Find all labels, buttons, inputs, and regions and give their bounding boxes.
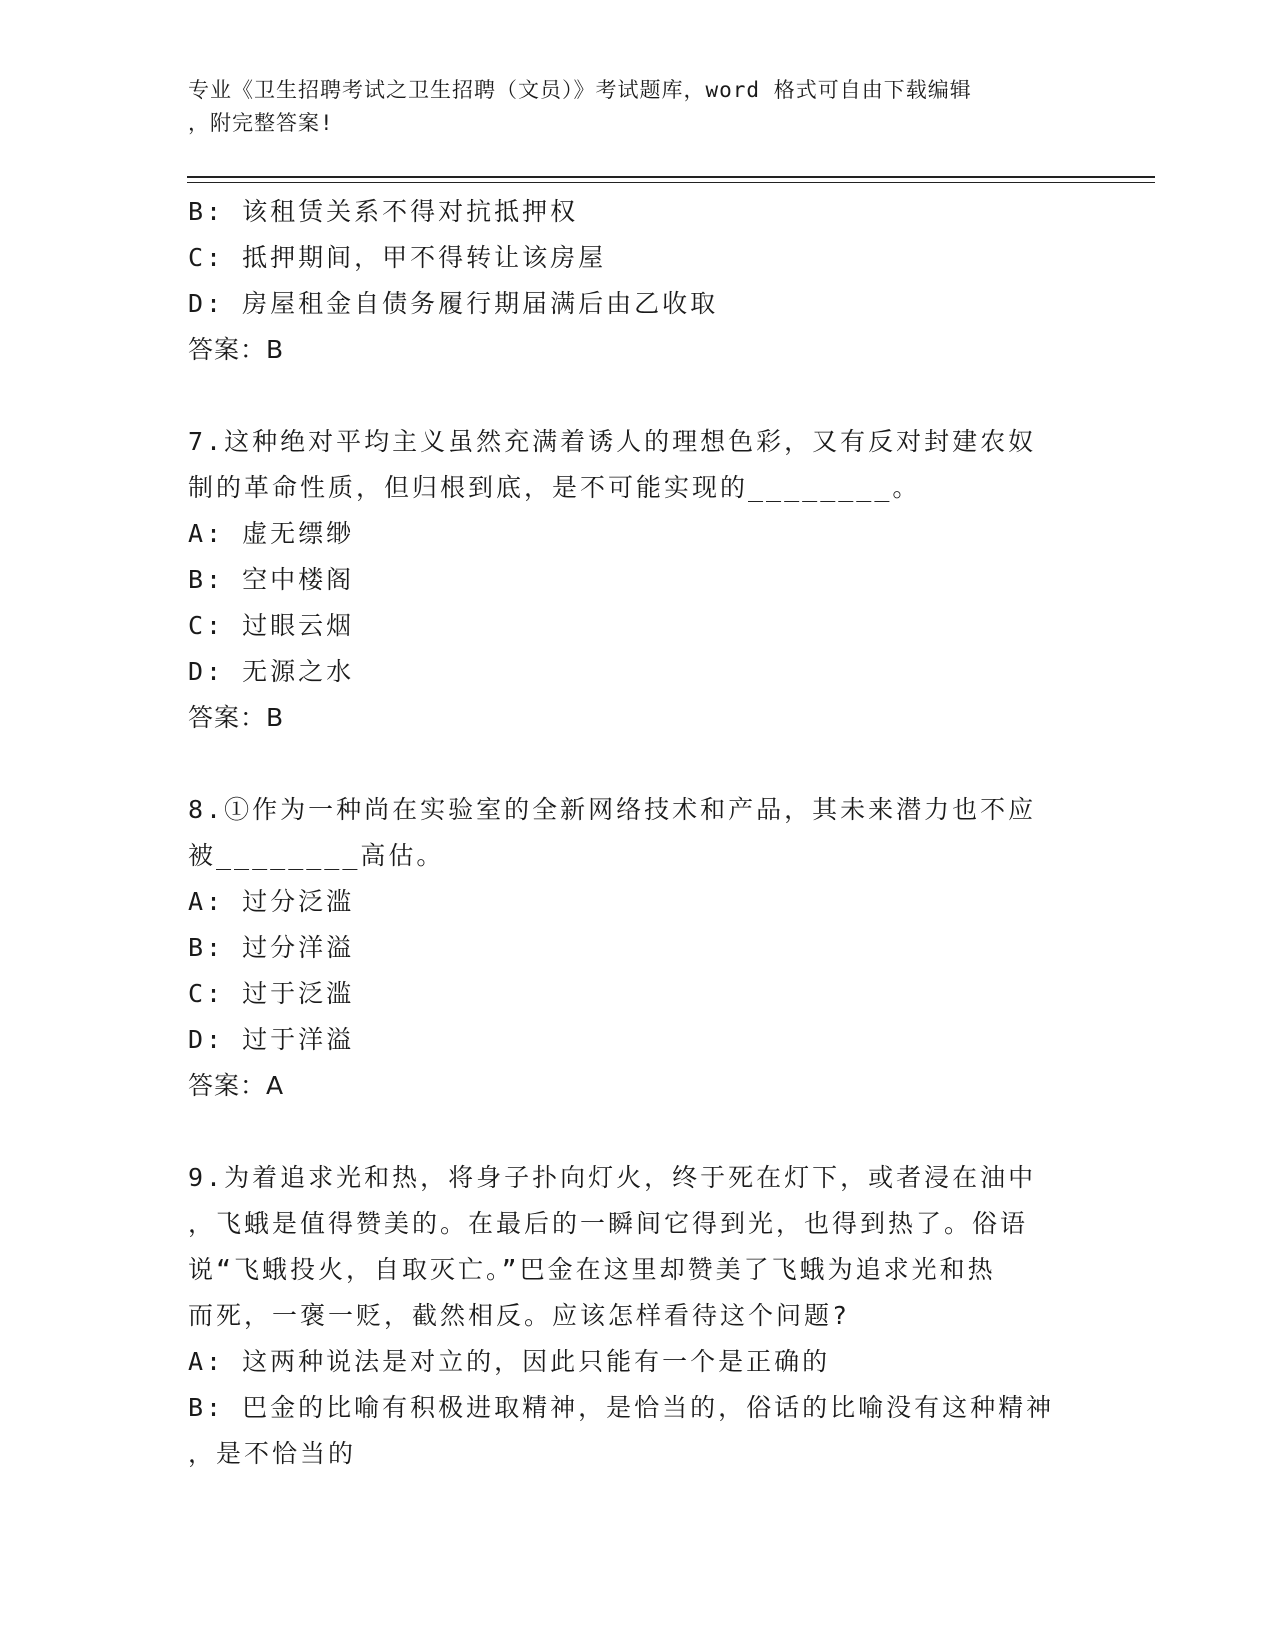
question-stem-line-3: 说“飞蛾投火，自取灭亡。”巴金在这里却赞美了飞蛾为追求光和热 <box>188 1255 996 1284</box>
spacer <box>188 373 1088 419</box>
option-d: D: 无源之水 <box>188 657 355 686</box>
header-divider-thin <box>187 182 1155 183</box>
option-d: D: 房屋租金自债务履行期届满后由乙收取 <box>188 289 719 318</box>
question-7 <box>188 419 1088 741</box>
option-c: C: 过眼云烟 <box>188 611 355 640</box>
option-b-line-1: B: 巴金的比喻有积极进取精神，是恰当的，俗话的比喻没有这种精神 <box>188 1393 1055 1422</box>
question-6 <box>188 189 1088 373</box>
option-d: D: 过于洋溢 <box>188 1025 355 1054</box>
question-list <box>188 189 1088 1477</box>
question-stem-line-4: 而死，一褒一贬，截然相反。应该怎样看待这个问题? <box>188 1301 851 1330</box>
answer-label: 答案：B <box>188 335 285 364</box>
option-c: C: 过于泛滥 <box>188 979 355 1008</box>
question-stem-line-2: 制的革命性质，但归根到底，是不可能实现的________。 <box>188 473 921 502</box>
header-divider-thick <box>187 176 1155 178</box>
question-stem-line-1: 8.①作为一种尚在实验室的全新网络技术和产品，其未来潜力也不应 <box>188 795 1037 824</box>
spacer <box>188 1109 1088 1155</box>
spacer <box>188 741 1088 787</box>
option-a: A: 过分泛滥 <box>188 887 355 916</box>
question-stem-line-1: 7.这种绝对平均主义虽然充满着诱人的理想色彩，又有反对封建农奴 <box>188 427 1037 456</box>
option-b: B: 过分洋溢 <box>188 933 355 962</box>
question-stem-line-2: ，飞蛾是值得赞美的。在最后的一瞬间它得到光，也得到热了。俗语 <box>188 1209 1029 1238</box>
option-b: B: 空中楼阁 <box>188 565 355 594</box>
question-9 <box>188 1155 1088 1477</box>
option-a: A: 虚无缥缈 <box>188 519 355 548</box>
question-stem-line-1: 9.为着追求光和热，将身子扑向灯火，终于死在灯下，或者浸在油中 <box>188 1163 1037 1192</box>
answer-label: 答案：B <box>188 703 285 732</box>
option-c: C: 抵押期间，甲不得转让该房屋 <box>188 243 607 272</box>
option-b: B: 该租赁关系不得对抗抵押权 <box>188 197 579 226</box>
option-a: A: 这两种说法是对立的，因此只能有一个是正确的 <box>188 1347 831 1376</box>
answer-label: 答案：A <box>188 1071 285 1100</box>
question-8 <box>188 787 1088 1109</box>
header-title-line-1: 专业《卫生招聘考试之卫生招聘（文员）》考试题库，word 格式可自由下载编辑 <box>188 78 972 102</box>
page-header <box>188 74 1088 140</box>
option-b-line-2: ，是不恰当的 <box>188 1439 357 1468</box>
question-stem-line-2: 被________高估。 <box>188 841 445 870</box>
header-title-line-2: ，附完整答案! <box>188 111 334 135</box>
